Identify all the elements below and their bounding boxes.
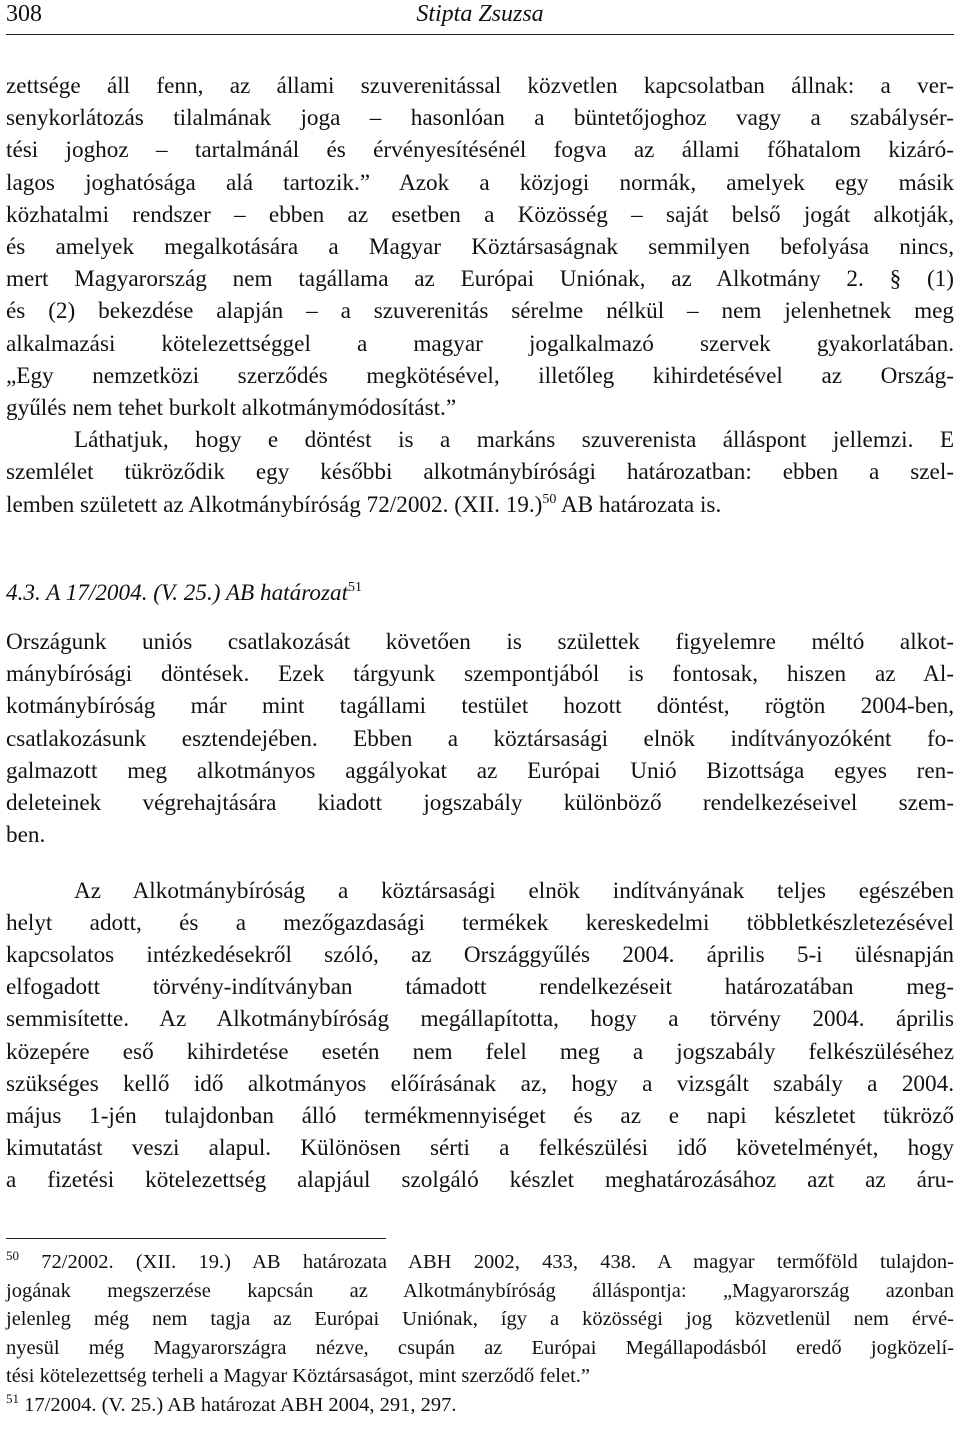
main-text-continued (6, 614, 954, 1220)
text-line: ben. (6, 822, 46, 849)
text-line: lagos joghatósága alá tartozik.” Azok a közjogi normák, amelyek egy másik (6, 169, 954, 196)
text-line: senykorlátozás tilalmának joga – hasonlóan a büntetőjoghoz vagy a szabálysér- (6, 105, 954, 132)
text-line: deleteinek végrehajtására kiadott jogszabály különböző rendelkezéseivel szem- (6, 790, 954, 817)
text-line: a fizetési kötelezettség alapjául szolgáló készlet meghatározásához azt az áru- (6, 1167, 954, 1194)
page (6, 0, 954, 1416)
footnote-divider (6, 1238, 386, 1239)
text-line: elfogadott törvény-indítványban támadott rendelkezéseit határozatában meg- (6, 974, 954, 1001)
text-line: gyűlés nem tehet burkolt alkotmánymódosítást.” (6, 395, 457, 422)
footnote-text: 72/2002. (XII. 19.) AB határozata ABH 2002, 433, 438. A magyar termőföld tulajdon- (19, 1251, 954, 1273)
text-fragment: AB határozata is. (556, 491, 722, 518)
page-header (6, 0, 954, 35)
text-line: mert Magyarország nem tagállama az Európai Uniónak, az Alkotmány 2. § (1) (6, 266, 954, 293)
footnote-mark: 51 (6, 1390, 19, 1406)
footnote-ref-50[interactable]: 50 (542, 491, 557, 507)
text-line: szemlélet tükröződik egy későbbi alkotmánybírósági határozatban: ebben a szel- (6, 459, 954, 486)
text-line: és amelyek megalkotására a Magyar Köztársaságnak semmilyen befolyása nincs, (6, 234, 954, 261)
footnotes (6, 1248, 954, 1420)
text-line: és (2) bekezdése alapján – a szuverenitás sérelme nélkül – nem jelenhetnek meg (6, 298, 954, 325)
text-line: tési joghoz – tartalmánál és érvényesítésénél fogva az állami főhatalom kizáró- (6, 137, 954, 164)
text-line: szükséges kellő idő alkotmányos előírásának az, hogy a vizsgált szabály a 2004. (6, 1070, 954, 1097)
footnote-line: nyesül még Magyarországra nézve, csupán az Európai Megállapodásból eredő jogközelí- (6, 1336, 954, 1359)
page-number: 308 (6, 1, 42, 27)
footnote-ref-51[interactable]: 51 (348, 580, 363, 595)
paragraph-1 (6, 70, 954, 424)
footnote-line (6, 1248, 954, 1277)
footnote-50 (6, 1248, 954, 1391)
text-line: mánybírósági döntések. Ezek tárgyunk szempontjából is fontosak, hiszen az Al- (6, 661, 954, 688)
section-title: 4.3. A 17/2004. (V. 25.) AB határozat (6, 580, 349, 606)
text-line: Az Alkotmánybíróság a köztársasági elnök indítványának teljes egészében (74, 877, 954, 904)
text-line: közepére eső kihirdetése esetén nem felel meg a jogszabály felkészüléséhez (6, 1038, 954, 1065)
text-line: kotmánybíróság már mint tagállami testület hozott döntést, rögtön 2004-ben, (6, 693, 954, 720)
section-heading (6, 577, 362, 609)
footnote-text: 17/2004. (V. 25.) AB határozat ABH 2004, 291, 297. (19, 1393, 457, 1416)
paragraph-4 (6, 875, 954, 1197)
text-line: csatlakozásunk esztendejében. Ebben a köztársasági elnök indítványozóként fo- (6, 725, 954, 752)
text-line: „Egy nemzetközi szerződés megkötésével, illetőleg kihirdetésével az Ország- (6, 362, 954, 389)
paragraph-3 (6, 626, 954, 851)
text-line: galmazott meg alkotmányos aggályokat az Európai Unió Bizottsága egyes ren- (6, 757, 954, 784)
running-head: Stipta Zsuzsa (416, 1, 544, 27)
text-line: május 1-jén tulajdonban álló termékmennyiséget és az e napi készletet tükröző (6, 1103, 954, 1130)
text-line: Láthatjuk, hogy e döntést is a markáns szuverenista álláspont jellemzi. E (74, 427, 954, 454)
text-fragment: lemben született az Alkotmánybíróság 72/2002. (XII. 19.) (6, 491, 543, 518)
text-line: zettsége áll fenn, az állami szuverenitással közvetlen kapcsolatban állnak: a ver- (6, 73, 954, 99)
footnote-mark: 50 (6, 1248, 19, 1263)
main-text (6, 70, 954, 521)
footnote-51 (6, 1391, 954, 1420)
text-line: semmisítette. Az Alkotmánybíróság megállapította, hogy a törvény 2004. április (6, 1006, 954, 1033)
text-line: helyt adott, és a mezőgazdasági termékek kereskedelmi többletkészletezésével (6, 909, 954, 936)
footnote-line: jelenleg még nem tagja az Európai Uniónak, így a közösségi jog közvetlenül nem érvé- (6, 1308, 954, 1331)
footnote-line (6, 1391, 954, 1420)
text-line: közhatalmi rendszer – ebben az esetben a Közösség – saját belső jogát alkotják, (6, 201, 954, 228)
footnote-line: jogának megszerzése kapcsán az Alkotmánybíróság álláspontja: „Magyarország azonban (6, 1279, 954, 1302)
text-line: kimutatást veszi alapul. Különösen sérti a felkészülési idő követelményét, hogy (6, 1135, 954, 1162)
text-line: kapcsolatos intézkedésekről szóló, az Országgyűlés 2004. április 5-i ülésnapján (6, 942, 954, 969)
text-line-with-footnote (6, 489, 954, 521)
paragraph-2 (6, 424, 954, 521)
text-line: Országunk uniós csatlakozását követően is születtek figyelemre méltó alkot- (6, 629, 954, 655)
text-line: alkalmazási kötelezettséggel a magyar jogalkalmazó szervek gyakorlatában. (6, 330, 954, 357)
footnote-line: tési kötelezettség terheli a Magyar Köztársaságot, mint szerződő felet.” (6, 1365, 591, 1388)
